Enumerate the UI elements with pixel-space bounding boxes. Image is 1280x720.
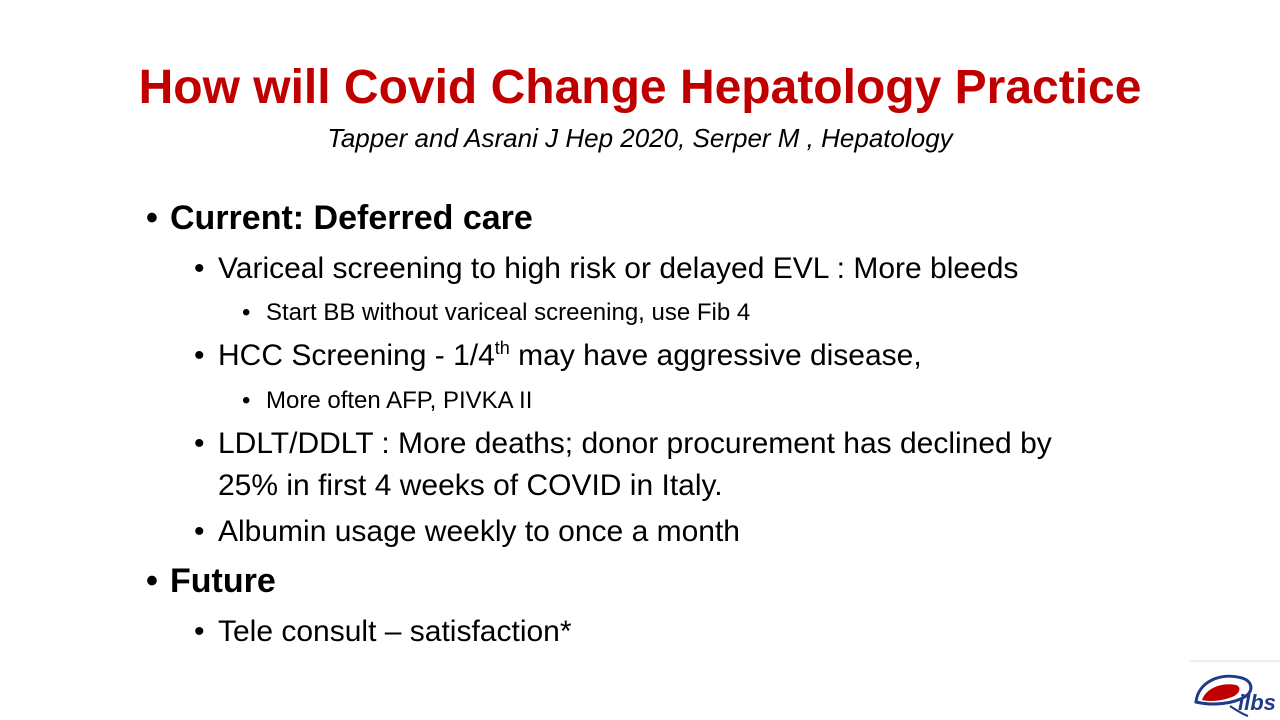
bullet-ldlt-ddlt: LDLT/DDLT : More deaths; donor procurement has declined by [218, 427, 1052, 460]
bullet-marker: • [194, 427, 205, 460]
bullet-ldlt-ddlt-continued: 25% in first 4 weeks of COVID in Italy. [218, 469, 723, 502]
slide-title: How will Covid Change Hepatology Practice [138, 61, 1142, 114]
bullet-tele-consult: Tele consult – satisfaction* [218, 615, 572, 648]
bullet-current: Current: Deferred care [170, 199, 533, 237]
bullet-marker: • [146, 562, 158, 600]
superscript-th: th [494, 338, 510, 358]
bullet-albumin: Albumin usage weekly to once a month [218, 515, 740, 548]
bullet-marker: • [194, 252, 205, 285]
bullet-marker: • [194, 515, 205, 548]
bullet-future: Future [170, 562, 276, 600]
bullet-hcc-screening: HCC Screening - 1/4th may have aggressive disease, [218, 338, 922, 372]
bullet-marker: • [242, 299, 251, 326]
bullet-start-bb: Start BB without variceal screening, use Fib 4 [266, 299, 751, 326]
bullet-marker: • [242, 387, 251, 414]
bullet-marker: • [194, 339, 205, 372]
slide-subtitle: Tapper and Asrani J Hep 2020, Serper M , Hepatology [327, 123, 953, 153]
ilbs-logo-text: ilbs [1238, 690, 1276, 715]
bullet-variceal-screening: Variceal screening to high risk or delayed EVL : More bleeds [218, 252, 1019, 285]
bullet-afp-pivka: More often AFP, PIVKA II [266, 387, 533, 414]
bullet-marker: • [194, 615, 205, 648]
bullet-marker: • [146, 199, 158, 237]
